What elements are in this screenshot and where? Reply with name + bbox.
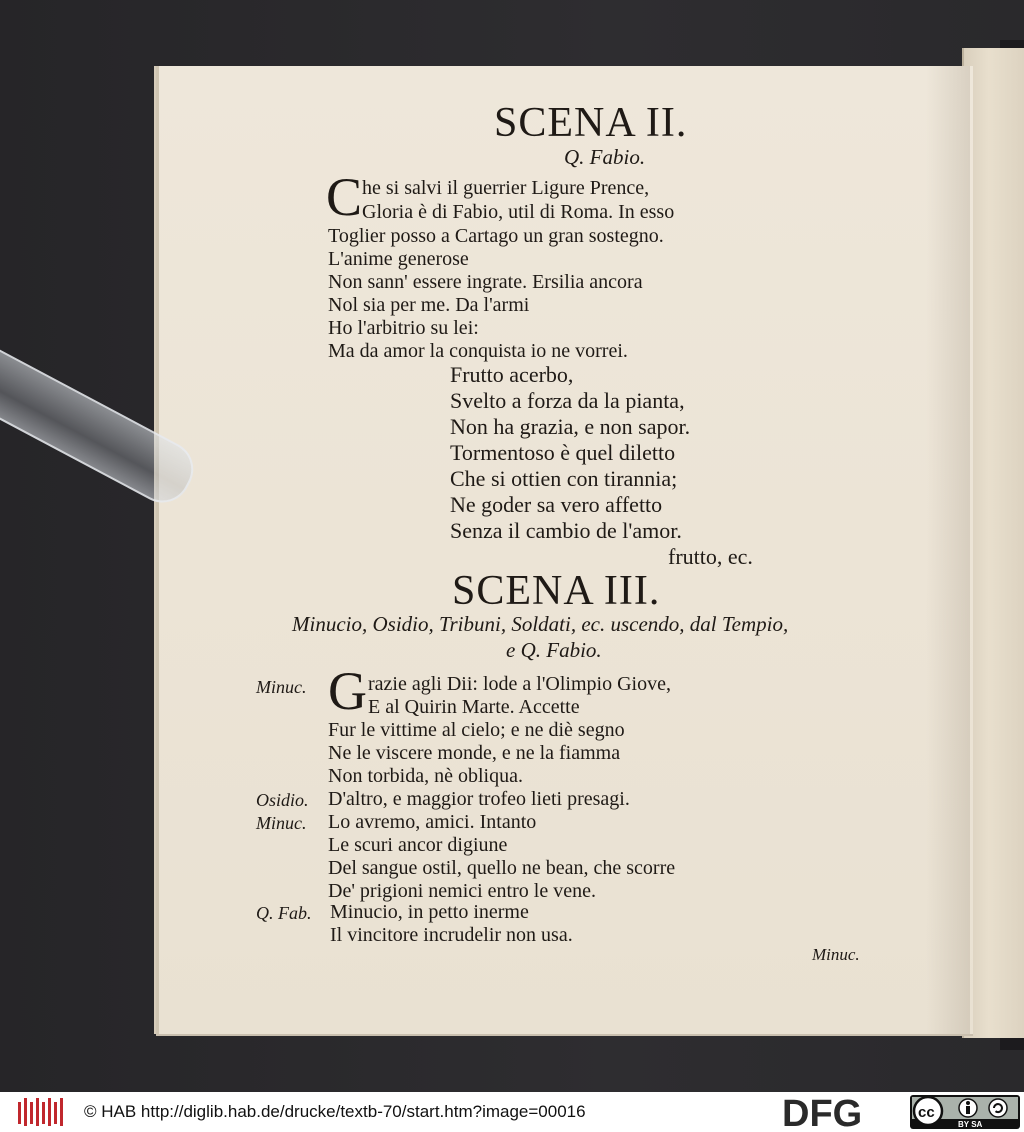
speaker-label: Osidio. [256, 790, 309, 810]
verse-line: Ho l'arbitrio su lei: [328, 317, 479, 339]
svg-text:cc: cc [918, 1104, 935, 1121]
aria-line: Non ha grazia, e non sapor. [450, 414, 691, 439]
da-capo-line: frutto, ec. [668, 544, 753, 569]
aria-line: Tormentoso è quel diletto [450, 440, 676, 465]
verse-line: Lo avremo, amici. Intanto [328, 811, 537, 833]
verse-line: Il vincitore incrudelir non usa. [330, 924, 573, 946]
verse-line: Non torbida, nè obliqua. [328, 765, 523, 787]
verse-line: Nol sia per me. Da l'armi [328, 294, 530, 316]
scene-3-heading: SCENA III. [452, 568, 661, 614]
scene-3-cast: Minucio, Osidio, Tribuni, Soldati, ec. uscendo, dal Tempio, [292, 612, 789, 636]
verse-line: Fur le vittime al cielo; e ne diè segno [328, 719, 625, 741]
scene-3-cast-continued: e Q. Fabio. [506, 638, 602, 662]
verse-line: Gloria è di Fabio, util di Roma. In esso [362, 201, 675, 223]
verse-line: Toglier posso a Cartago un gran sostegno. [328, 225, 664, 247]
copyright-link[interactable]: © HAB http://diglib.hab.de/drucke/textb-70/start.htm?image=00016 [84, 1102, 586, 1121]
aria-line: Svelto a forza da la pianta, [450, 388, 685, 413]
speaker-label: Q. Fab. [256, 903, 312, 923]
scene-3-dropcap: G [328, 661, 367, 721]
page-gutter-shadow [926, 66, 970, 1034]
speaker-label: Minuc. [256, 677, 307, 697]
aria-line: Che si ottien con tirannia; [450, 466, 678, 491]
verse-line: Del sangue ostil, quello ne bean, che scorre [328, 857, 676, 879]
verse-line: De' prigioni nemici entro le vene. [328, 880, 596, 902]
verse-line: D'altro, e maggior trofeo lieti presagi. [328, 788, 630, 810]
verse-line: L'anime generose [328, 248, 469, 270]
verse-line: E al Quirin Marte. Accette [368, 696, 580, 718]
verse-line: razie agli Dii: lode a l'Olimpio Giove, [368, 673, 671, 695]
verse-line: Ne le viscere monde, e ne la fiamma [328, 742, 621, 764]
aria-line: Senza il cambio de l'amor. [450, 518, 682, 543]
verse-line: Minucio, in petto inerme [330, 901, 529, 923]
verse-line: Ma da amor la conquista io ne vorrei. [328, 340, 628, 362]
verse-line: Non sann' essere ingrate. Ersilia ancora [328, 271, 643, 293]
dfg-logo-icon [780, 1096, 898, 1128]
speaker-label: Minuc. [256, 813, 307, 833]
hab-logo-icon [16, 1096, 66, 1128]
scene-2-speaker: Q. Fabio. [564, 145, 646, 169]
license-label: BY SA [958, 1120, 983, 1129]
cc-by-sa-license-icon[interactable] [910, 1095, 1020, 1129]
catchword: Minuc. [812, 945, 860, 964]
verse-line: he si salvi il guerrier Ligure Prence, [362, 177, 650, 199]
aria-line: Ne goder sa vero affetto [450, 492, 663, 517]
dfg-logo-text: DFG [782, 1096, 863, 1128]
scene-2-dropcap: C [326, 167, 363, 227]
scene-2-heading: SCENA II. [494, 100, 688, 146]
aria-line: Frutto acerbo, [450, 362, 574, 387]
verse-line: Le scuri ancor digiune [328, 834, 508, 856]
